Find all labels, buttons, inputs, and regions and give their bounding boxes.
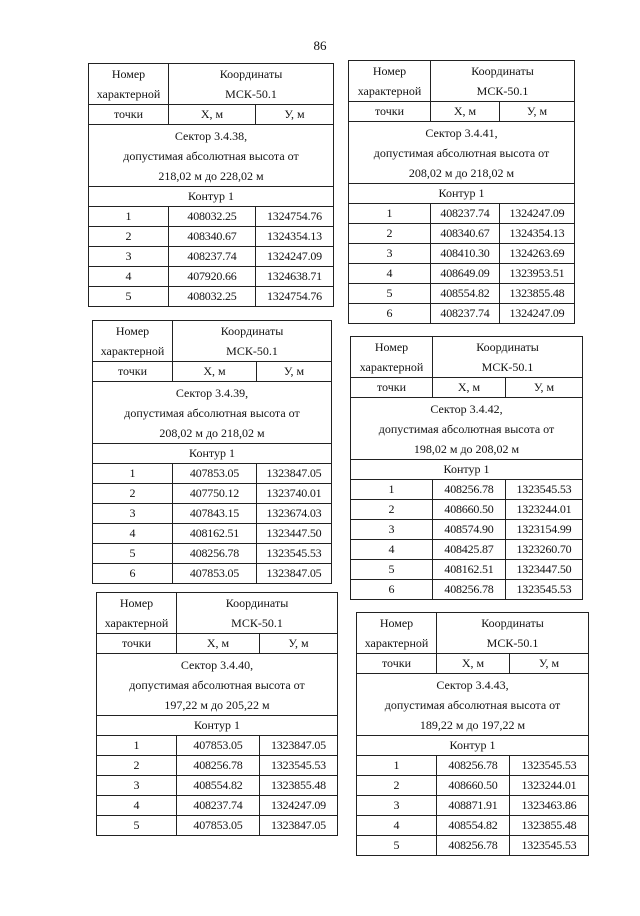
y-value: 1324247.09 [500, 204, 575, 224]
y-header: У, м [506, 378, 583, 398]
sector-title: Сектор 3.4.38, [174, 128, 248, 143]
y-header: У, м [510, 654, 589, 674]
x-value: 408425.87 [433, 540, 506, 560]
table-row [97, 776, 338, 796]
x-value: 408256.78 [433, 480, 506, 500]
height-range-line1: допустимая абсолютная высота от [384, 697, 561, 712]
y-value: 1323545.53 [260, 756, 338, 776]
table-row [351, 500, 583, 520]
y-value: 1323260.70 [506, 540, 583, 560]
sector-description [349, 122, 575, 184]
contour-label: Контур 1 [351, 460, 583, 480]
x-value: 408032.25 [169, 287, 256, 307]
table-row [357, 756, 589, 776]
y-value: 1323545.53 [510, 756, 589, 776]
point-number: 3 [351, 520, 433, 540]
y-value: 1323447.50 [257, 524, 332, 544]
coordinates-header: Координаты МСК-50.1 [173, 321, 332, 362]
x-value: 408554.82 [437, 816, 510, 836]
y-value: 1324247.09 [260, 796, 338, 816]
table-row [349, 264, 575, 284]
x-value: 408237.74 [169, 247, 256, 267]
x-value: 408162.51 [433, 560, 506, 580]
point-number: 1 [351, 480, 433, 500]
table-row [351, 560, 583, 580]
table-row [93, 484, 332, 504]
point-label-cell: точки [349, 102, 431, 122]
table-row [357, 836, 589, 856]
point-number: 1 [93, 464, 173, 484]
point-number: 4 [349, 264, 431, 284]
point-number: 5 [349, 284, 431, 304]
height-range-line1: допустимая абсолютная высота от [373, 145, 550, 160]
y-value: 1323847.05 [260, 816, 338, 836]
height-range-line2: 197,22 м до 205,22 м [164, 697, 270, 712]
point-number: 4 [89, 267, 169, 287]
y-value: 1324354.13 [256, 227, 334, 247]
y-value: 1323545.53 [506, 480, 583, 500]
height-range-line2: 189,22 м до 197,22 м [419, 717, 526, 732]
coordinates-header: Координаты МСК-50.1 [437, 613, 589, 654]
y-header: У, м [260, 634, 338, 654]
coordinate-table-6 [356, 612, 589, 856]
height-range-line2: 208,02 м до 218,02 м [159, 425, 265, 440]
x-value: 407750.12 [173, 484, 257, 504]
table-row [349, 284, 575, 304]
point-label-cell: точки [351, 378, 433, 398]
x-value: 408237.74 [431, 204, 500, 224]
table-row [357, 796, 589, 816]
contour-label: Контур 1 [89, 187, 334, 207]
coordinate-table-5 [96, 592, 338, 836]
table-row [97, 796, 338, 816]
coordinate-table-3 [92, 320, 332, 584]
coordinates-header: Координаты МСК-50.1 [431, 61, 575, 102]
sector-title: Сектор 3.4.43, [436, 677, 509, 692]
x-value: 408237.74 [177, 796, 260, 816]
x-value: 408649.09 [431, 264, 500, 284]
point-number-header: Номер характерной [357, 613, 437, 654]
sector-title: Сектор 3.4.41, [425, 125, 498, 140]
x-value: 407853.05 [177, 736, 260, 756]
table-row [93, 464, 332, 484]
height-range-line2: 218,02 м до 228,02 м [158, 168, 264, 183]
y-value: 1324247.09 [256, 247, 334, 267]
y-value: 1323154.99 [506, 520, 583, 540]
point-label-cell: точки [357, 654, 437, 674]
point-number: 5 [97, 816, 177, 836]
page-number: 86 [313, 38, 327, 53]
x-value: 408256.78 [177, 756, 260, 776]
x-value: 408256.78 [173, 544, 257, 564]
point-number: 1 [89, 207, 169, 227]
sector-description [93, 382, 332, 444]
contour-label: Контур 1 [357, 736, 589, 756]
coordinate-table-2 [348, 60, 575, 324]
x-value: 408574.90 [433, 520, 506, 540]
table-row [351, 580, 583, 600]
y-value: 1323953.51 [500, 264, 575, 284]
point-number: 2 [93, 484, 173, 504]
point-label-cell: точки [93, 362, 173, 382]
point-number: 2 [349, 224, 431, 244]
y-value: 1323674.03 [257, 504, 332, 524]
x-value: 408032.25 [169, 207, 256, 227]
height-range-line1: допустимая абсолютная высота от [378, 421, 555, 436]
point-label-cell: точки [97, 634, 177, 654]
x-value: 408871.91 [437, 796, 510, 816]
y-value: 1323545.53 [257, 544, 332, 564]
x-value: 408660.50 [437, 776, 510, 796]
y-value: 1323463.86 [510, 796, 589, 816]
sector-description [97, 654, 338, 716]
point-number-header: Номер характерной [97, 593, 177, 634]
x-value: 408256.78 [437, 836, 510, 856]
point-number: 3 [97, 776, 177, 796]
point-number: 2 [351, 500, 433, 520]
contour-label: Контур 1 [93, 444, 332, 464]
y-value: 1323740.01 [257, 484, 332, 504]
coordinates-header: Координаты МСК-50.1 [433, 337, 583, 378]
x-value: 407853.05 [177, 816, 260, 836]
table-row [349, 204, 575, 224]
point-number: 1 [97, 736, 177, 756]
table-row [357, 776, 589, 796]
coordinate-table-4 [350, 336, 583, 600]
point-number: 5 [357, 836, 437, 856]
y-value: 1323855.48 [500, 284, 575, 304]
y-value: 1323545.53 [506, 580, 583, 600]
table-row [89, 287, 334, 307]
y-value: 1323847.05 [257, 564, 332, 584]
table-row [97, 816, 338, 836]
point-number: 3 [93, 504, 173, 524]
height-range-line2: 198,02 м до 208,02 м [413, 441, 520, 456]
x-value: 408256.78 [433, 580, 506, 600]
x-value: 408554.82 [431, 284, 500, 304]
point-number: 6 [349, 304, 431, 324]
point-number: 4 [97, 796, 177, 816]
x-value: 408237.74 [431, 304, 500, 324]
x-value: 407843.15 [173, 504, 257, 524]
x-value: 408340.67 [431, 224, 500, 244]
table-row [349, 244, 575, 264]
point-number: 5 [351, 560, 433, 580]
point-number-header: Номер характерной [89, 64, 169, 105]
x-value: 407853.05 [173, 464, 257, 484]
y-value: 1324754.76 [256, 207, 334, 227]
table-row [349, 304, 575, 324]
point-number: 3 [349, 244, 431, 264]
table-row [351, 520, 583, 540]
x-header: Х, м [169, 105, 256, 125]
x-value: 408660.50 [433, 500, 506, 520]
height-range-line1: допустимая абсолютная высота от [123, 148, 299, 163]
point-number: 6 [351, 580, 433, 600]
coordinate-table-1 [88, 63, 334, 307]
x-value: 407853.05 [173, 564, 257, 584]
y-value: 1323847.05 [260, 736, 338, 756]
table-row [93, 564, 332, 584]
point-number: 2 [89, 227, 169, 247]
point-number-header: Номер характерной [349, 61, 431, 102]
sector-title: Сектор 3.4.40, [180, 657, 254, 672]
table-row [89, 267, 334, 287]
point-number: 1 [357, 756, 437, 776]
coordinates-header: Координаты МСК-50.1 [169, 64, 334, 105]
table-row [351, 480, 583, 500]
y-header: У, м [256, 105, 334, 125]
point-number: 1 [349, 204, 431, 224]
table-row [93, 544, 332, 564]
height-range-line2: 208,02 м до 218,02 м [408, 165, 515, 180]
point-number: 4 [357, 816, 437, 836]
table-row [97, 756, 338, 776]
table-row [89, 247, 334, 267]
table-row [89, 207, 334, 227]
point-number: 3 [89, 247, 169, 267]
y-value: 1323244.01 [510, 776, 589, 796]
y-value: 1324247.09 [500, 304, 575, 324]
y-value: 1324354.13 [500, 224, 575, 244]
table-row [93, 524, 332, 544]
point-label-cell: точки [89, 105, 169, 125]
y-value: 1323447.50 [506, 560, 583, 580]
table-row [89, 227, 334, 247]
x-value: 408340.67 [169, 227, 256, 247]
height-range-line1: допустимая абсолютная высота от [129, 677, 305, 692]
contour-label: Контур 1 [349, 184, 575, 204]
x-value: 408256.78 [437, 756, 510, 776]
sector-description [357, 674, 589, 736]
table-row [357, 816, 589, 836]
point-number: 4 [351, 540, 433, 560]
height-range-line1: допустимая абсолютная высота от [124, 405, 300, 420]
sector-title: Сектор 3.4.42, [430, 401, 503, 416]
y-value: 1323545.53 [510, 836, 589, 856]
y-value: 1323244.01 [506, 500, 583, 520]
x-value: 408162.51 [173, 524, 257, 544]
point-number-header: Номер характерной [351, 337, 433, 378]
table-row [93, 504, 332, 524]
point-number: 6 [93, 564, 173, 584]
x-value: 407920.66 [169, 267, 256, 287]
y-value: 1324638.71 [256, 267, 334, 287]
point-number: 4 [93, 524, 173, 544]
point-number-header: Номер характерной [93, 321, 173, 362]
y-header: У, м [257, 362, 332, 382]
x-value: 408554.82 [177, 776, 260, 796]
y-value: 1323855.48 [510, 816, 589, 836]
point-number: 2 [97, 756, 177, 776]
point-number: 2 [357, 776, 437, 796]
x-header: Х, м [177, 634, 260, 654]
sector-description [89, 125, 334, 187]
table-row [349, 224, 575, 244]
sector-title: Сектор 3.4.39, [175, 385, 249, 400]
table-row [97, 736, 338, 756]
point-number: 5 [89, 287, 169, 307]
y-value: 1323855.48 [260, 776, 338, 796]
y-value: 1324263.69 [500, 244, 575, 264]
x-header: Х, м [173, 362, 257, 382]
point-number: 3 [357, 796, 437, 816]
x-header: Х, м [431, 102, 500, 122]
point-number: 5 [93, 544, 173, 564]
x-header: Х, м [433, 378, 506, 398]
y-header: У, м [500, 102, 575, 122]
x-value: 408410.30 [431, 244, 500, 264]
coordinates-header: Координаты МСК-50.1 [177, 593, 338, 634]
x-header: Х, м [437, 654, 510, 674]
sector-description [351, 398, 583, 460]
y-value: 1323847.05 [257, 464, 332, 484]
contour-label: Контур 1 [97, 716, 338, 736]
table-row [351, 540, 583, 560]
y-value: 1324754.76 [256, 287, 334, 307]
